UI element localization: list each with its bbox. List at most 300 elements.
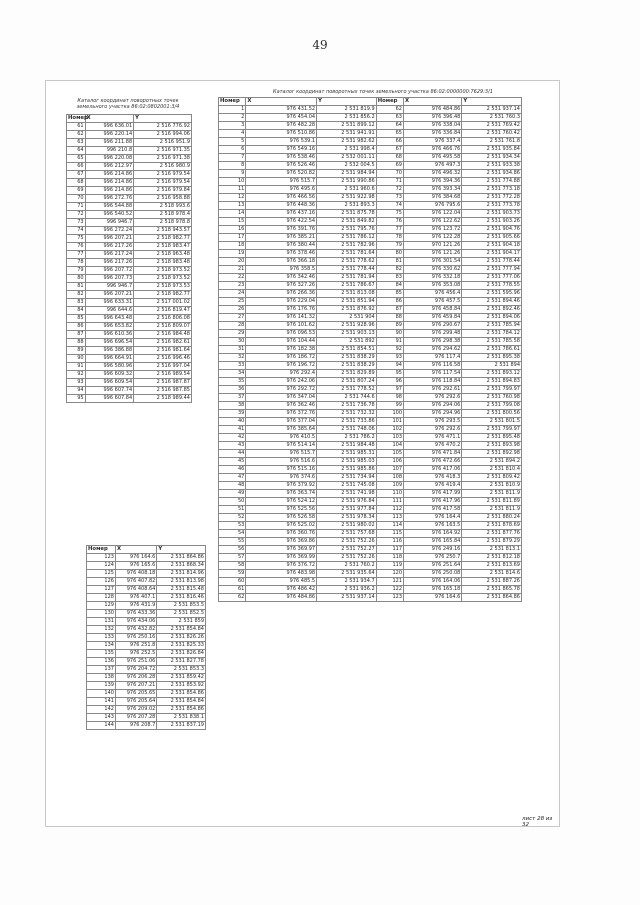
table-cell: 108 — [376, 474, 403, 482]
table-cell: 976 372.76 — [246, 410, 317, 418]
sheet-footer: лист 28 из 32 — [522, 816, 553, 828]
table-cell: 88 — [376, 314, 403, 322]
table-cell: 976 524.12 — [246, 498, 317, 506]
table-cell: 37 — [219, 394, 246, 402]
table-cell: 976 252.5 — [115, 650, 156, 658]
table-cell: 976 301.54 — [404, 258, 462, 266]
table-cell: 996 580.96 — [85, 363, 134, 371]
table-row — [67, 267, 192, 275]
table-row — [67, 323, 192, 331]
table-cell: 9 — [219, 170, 246, 178]
table-cell: 976 141.32 — [246, 314, 317, 322]
table-cell: 103 — [376, 434, 403, 442]
table-cell: 976 378.46 — [246, 250, 317, 258]
table-cell: 128 — [87, 594, 116, 602]
table-cell: 2 531 811.9 — [462, 490, 522, 498]
table-cell: 51 — [219, 506, 246, 514]
table-cell: 2 531 875.78 — [317, 210, 377, 218]
table-cell: 110 — [376, 490, 403, 498]
table-cell: 2 531 985.31 — [317, 450, 377, 458]
table-cell: 976 472.66 — [404, 458, 462, 466]
table-row — [219, 194, 522, 202]
table-row — [87, 642, 206, 650]
table-cell: 996 386.88 — [85, 347, 134, 355]
table-row — [87, 570, 206, 578]
table-row — [67, 155, 192, 163]
table-row — [219, 442, 522, 450]
table-cell: 39 — [219, 410, 246, 418]
table-cell: 81 — [67, 283, 86, 291]
table-cell: 2 531 785.58 — [462, 338, 522, 346]
table-cell: 2 531 878.69 — [462, 522, 522, 530]
table-cell: 11 — [219, 186, 246, 194]
table-cell: 2 517 001.02 — [134, 299, 192, 307]
table-cell: 2 531 744.6 — [317, 394, 377, 402]
table-cell: 976 251.64 — [404, 562, 462, 570]
table-cell: 107 — [376, 466, 403, 474]
table-cell: 976 353.08 — [404, 282, 462, 290]
table-cell: 36 — [219, 386, 246, 394]
table-cell: 2 531 904.76 — [462, 226, 522, 234]
table-cell: 2 531 777.06 — [462, 274, 522, 282]
table-row — [67, 251, 192, 259]
table-cell: 2 531 864.86 — [157, 554, 206, 562]
table-cell: 2 531 854.84 — [157, 626, 206, 634]
table-row — [67, 347, 192, 355]
table-cell: 60 — [219, 578, 246, 586]
table-cell: 976 495.6 — [246, 186, 317, 194]
table-cell: 976 164.6 — [404, 594, 462, 602]
table-cell: 44 — [219, 450, 246, 458]
table-cell: 27 — [219, 314, 246, 322]
table-cell: 83 — [67, 299, 86, 307]
table-row — [87, 626, 206, 634]
table-row — [219, 386, 522, 394]
table-row — [219, 290, 522, 298]
column-header: X — [115, 546, 156, 554]
table-cell: 976 206.28 — [115, 674, 156, 682]
table-cell: 24 — [219, 290, 246, 298]
table-cell: 89 — [376, 322, 403, 330]
table-cell: 2 531 894.83 — [462, 378, 522, 386]
table-cell: 62 — [67, 131, 86, 139]
table-cell: 73 — [376, 194, 403, 202]
table-cell: 16 — [219, 226, 246, 234]
table-cell: 13 — [219, 202, 246, 210]
table-cell: 976 385.21 — [246, 234, 317, 242]
table-cell: 2 531 778.55 — [462, 282, 522, 290]
table-cell: 45 — [219, 458, 246, 466]
table-row — [219, 554, 522, 562]
table-row — [87, 690, 206, 698]
table-row — [219, 410, 522, 418]
table-cell: 73 — [67, 219, 86, 227]
table-cell: 976 176.76 — [246, 306, 317, 314]
table-cell: 2 531 865.78 — [462, 586, 522, 594]
table-row — [67, 131, 192, 139]
table-cell: 2 531 928.96 — [317, 322, 377, 330]
table-cell: 95 — [67, 395, 86, 403]
table-row — [219, 530, 522, 538]
table-cell: 119 — [376, 562, 403, 570]
column-header: Номер — [68, 115, 88, 122]
table-cell: 2 531 894 — [462, 362, 522, 370]
table-cell: 976 417.99 — [404, 490, 462, 498]
table-row — [219, 202, 522, 210]
table-cell: 2 531 778.44 — [462, 258, 522, 266]
table-cell: 139 — [87, 682, 116, 690]
table-cell: 2 531 854.84 — [157, 698, 206, 706]
table-cell: 2 531 978.34 — [317, 514, 377, 522]
table-cell: 101 — [376, 418, 403, 426]
table-cell: 996 643.48 — [85, 315, 134, 323]
table-row — [87, 666, 206, 674]
table-cell: 976 242.06 — [246, 378, 317, 386]
table-cell: 996 214.86 — [85, 171, 134, 179]
table-row — [87, 674, 206, 682]
table-row — [87, 658, 206, 666]
table-cell: 976 466.56 — [246, 194, 317, 202]
table-cell: 78 — [376, 234, 403, 242]
table-cell: 976 165.18 — [404, 586, 462, 594]
table-cell: 2 531 799.97 — [462, 426, 522, 434]
table-cell: 976 122.28 — [404, 234, 462, 242]
table-cell: 976 250.7 — [404, 554, 462, 562]
table-cell: 976 539.1 — [246, 138, 317, 146]
table-cell: 976 266.36 — [246, 290, 317, 298]
table-cell: 2 531 903.73 — [462, 210, 522, 218]
table-row — [219, 274, 522, 282]
table-cell: 2 531 937.14 — [317, 594, 377, 602]
table-cell: 976 101.62 — [246, 322, 317, 330]
table-cell: 66 — [376, 138, 403, 146]
table-cell: 2 531 786.12 — [317, 234, 377, 242]
table-cell: 2 516 994.06 — [134, 131, 192, 139]
table-cell: 976 396.48 — [404, 114, 462, 122]
table-cell: 976 394.36 — [404, 178, 462, 186]
table-row — [87, 722, 206, 730]
table-cell: 976 369.99 — [246, 554, 317, 562]
table-cell: 976 525.56 — [246, 506, 317, 514]
table-row — [219, 418, 522, 426]
table-cell: 2 531 826.84 — [157, 650, 206, 658]
table-row — [67, 235, 192, 243]
table-cell: 2 531 976.84 — [317, 498, 377, 506]
table-cell: 2 531 903.13 — [317, 330, 377, 338]
table-cell: 82 — [67, 291, 86, 299]
table-cell: 22 — [219, 274, 246, 282]
table-cell: 62 — [219, 594, 246, 602]
table-cell: 2 531 934.34 — [462, 154, 522, 162]
table-cell: 976 196.72 — [246, 362, 317, 370]
table-row — [67, 171, 192, 179]
table-row — [219, 106, 522, 114]
table-row — [219, 282, 522, 290]
table-row — [67, 339, 192, 347]
table-cell: 2 531 998.4 — [317, 146, 377, 154]
table-cell: 63 — [376, 114, 403, 122]
table-cell: 124 — [87, 562, 116, 570]
table-cell: 65 — [67, 155, 86, 163]
table-row — [219, 474, 522, 482]
table-row — [219, 498, 522, 506]
table-cell: 976 294.62 — [404, 346, 462, 354]
table-cell: 976 437.16 — [246, 210, 317, 218]
table-cell: 26 — [219, 306, 246, 314]
table-cell: 976 298.38 — [404, 338, 462, 346]
table-cell: 976 369.97 — [246, 546, 317, 554]
table-cell: 976 186.72 — [246, 354, 317, 362]
table-cell: 2 531 782.96 — [317, 242, 377, 250]
table-cell: 976 514.14 — [246, 442, 317, 450]
table-cell: 2 531 781.64 — [317, 250, 377, 258]
table-cell: 35 — [219, 378, 246, 386]
table-cell: 2 531 854.86 — [157, 690, 206, 698]
table-cell: 74 — [67, 227, 86, 235]
table-cell: 2 531 769.42 — [462, 122, 522, 130]
table-cell: 2 518 983.48 — [134, 259, 192, 267]
column-header: X — [85, 115, 134, 123]
table-cell: 2 516 776.92 — [134, 123, 192, 131]
table-cell: 2 531 752.26 — [317, 538, 377, 546]
table-cell: 75 — [376, 210, 403, 218]
table-cell: 976 207.21 — [115, 682, 156, 690]
table-cell: 33 — [219, 362, 246, 370]
table-cell: 6 — [219, 146, 246, 154]
table-cell: 31 — [219, 346, 246, 354]
table-row — [219, 562, 522, 570]
table-row — [67, 371, 192, 379]
table-cell: 976 482.28 — [246, 122, 317, 130]
table-cell: 996 633.31 — [85, 299, 134, 307]
table-cell: 976 290.67 — [404, 322, 462, 330]
table-cell: 2 531 778.44 — [317, 266, 377, 274]
table-row — [67, 179, 192, 187]
table-cell: 976 292.4 — [246, 370, 317, 378]
table-cell: 2 516 984.48 — [134, 331, 192, 339]
table-cell: 2 531 813.1 — [462, 546, 522, 554]
table-cell: 976 417.58 — [404, 506, 462, 514]
table-cell: 976 299.48 — [404, 330, 462, 338]
table-cell: 68 — [376, 154, 403, 162]
table-cell: 92 — [376, 346, 403, 354]
table-cell: 2 531 904.17 — [462, 250, 522, 258]
table-cell: 15 — [219, 218, 246, 226]
table-cell: 2 518 982.77 — [134, 291, 192, 299]
table-row — [87, 562, 206, 570]
table-cell: 2 531 733.86 — [317, 418, 377, 426]
table-cell: 125 — [87, 570, 116, 578]
table-cell: 84 — [376, 282, 403, 290]
table-cell: 976 121.26 — [404, 250, 462, 258]
table-cell: 976 384.68 — [404, 194, 462, 202]
table-header-row — [67, 115, 192, 123]
column-header: Y — [157, 546, 206, 554]
table-cell: 976 369.86 — [246, 538, 317, 546]
table-cell: 2 531 887.26 — [462, 578, 522, 586]
table-cell: 82 — [376, 266, 403, 274]
table-row — [67, 123, 192, 131]
table-cell: 144 — [87, 722, 116, 730]
table-cell: 996 217.26 — [85, 243, 134, 251]
table-cell: 70 — [67, 195, 86, 203]
table-row — [219, 178, 522, 186]
table-cell: 127 — [87, 586, 116, 594]
table-cell: 976 182.38 — [246, 346, 317, 354]
table-cell: 976 096.53 — [246, 330, 317, 338]
table-cell: 49 — [219, 490, 246, 498]
table-cell: 76 — [67, 243, 86, 251]
table-cell: 2 531 984.48 — [317, 442, 377, 450]
table-cell: 90 — [67, 355, 86, 363]
table-cell: 2 531 895.38 — [462, 354, 522, 362]
table-cell: 2 531 852.5 — [157, 610, 206, 618]
table-row — [219, 322, 522, 330]
table-cell: 92 — [67, 371, 86, 379]
table-cell: 2 516 989.54 — [134, 371, 192, 379]
table-cell: 976 385.64 — [246, 426, 317, 434]
table-cell: 976 470.2 — [404, 442, 462, 450]
table-cell: 91 — [67, 363, 86, 371]
table-cell: 976 376.72 — [246, 562, 317, 570]
table-cell: 976 165.84 — [404, 538, 462, 546]
table-row — [219, 170, 522, 178]
table-cell: 83 — [376, 274, 403, 282]
table-cell: 2 518 978.4 — [134, 211, 192, 219]
table-cell: 2 531 941.91 — [317, 130, 377, 138]
table-cell: 976 516.6 — [246, 458, 317, 466]
table-cell: 95 — [376, 370, 403, 378]
table-cell: 976 432.82 — [115, 626, 156, 634]
table-row — [219, 354, 522, 362]
table-cell: 47 — [219, 474, 246, 482]
table-cell: 90 — [376, 330, 403, 338]
table-cell: 2 531 811.89 — [462, 498, 522, 506]
table-cell: 137 — [87, 666, 116, 674]
table-cell: 976 204.72 — [115, 666, 156, 674]
table-cell: 2 531 773.78 — [462, 202, 522, 210]
table-row — [67, 275, 192, 283]
table-cell: 8 — [219, 162, 246, 170]
table-cell: 976 419.4 — [404, 482, 462, 490]
table-cell: 85 — [376, 290, 403, 298]
table-cell: 2 531 933.38 — [462, 162, 522, 170]
table-cell: 2 531 934.7 — [317, 578, 377, 586]
table-cell: 2 531 829.89 — [317, 370, 377, 378]
table-cell: 63 — [67, 139, 86, 147]
table-cell: 2 516 971.38 — [134, 155, 192, 163]
table-row — [219, 266, 522, 274]
table-row — [67, 259, 192, 267]
table-cell: 14 — [219, 210, 246, 218]
table-cell: 65 — [376, 130, 403, 138]
table-cell: 976 393.34 — [404, 186, 462, 194]
table-row — [67, 211, 192, 219]
table-cell: 976 431.9 — [115, 602, 156, 610]
table-row — [219, 482, 522, 490]
table-cell: 2 518 973.53 — [134, 283, 192, 291]
table-cell: 996 946.7 — [85, 219, 134, 227]
table-cell: 41 — [219, 426, 246, 434]
table-cell: 143 — [87, 714, 116, 722]
table-cell: 976 407.1 — [115, 594, 156, 602]
table-cell: 2 531 745.08 — [317, 482, 377, 490]
table-cell: 25 — [219, 298, 246, 306]
table-row — [219, 538, 522, 546]
table-cell: 2 531 786.2 — [317, 434, 377, 442]
table-cell: 976 483.98 — [246, 570, 317, 578]
table-cell: 2 518 983.47 — [134, 243, 192, 251]
table-cell: 123 — [376, 594, 403, 602]
table-row — [219, 434, 522, 442]
table-cell: 996 220.08 — [85, 155, 134, 163]
table-cell: 2 531 893.3 — [317, 202, 377, 210]
table-cell: 68 — [67, 179, 86, 187]
table-cell: 976 164.06 — [404, 578, 462, 586]
table-cell: 2 531 904 — [317, 314, 377, 322]
table-cell: 117 — [376, 546, 403, 554]
table-cell: 67 — [376, 146, 403, 154]
table-cell: 976 448.36 — [246, 202, 317, 210]
table-row — [67, 203, 192, 211]
table-cell: 122 — [376, 586, 403, 594]
table-cell: 72 — [67, 211, 86, 219]
table-cell: 976 164.6 — [115, 554, 156, 562]
table-row — [67, 315, 192, 323]
table-cell: 976 332.18 — [404, 274, 462, 282]
table-row — [219, 506, 522, 514]
table-cell: 976 484.86 — [404, 106, 462, 114]
table-cell: 976 515.7 — [246, 178, 317, 186]
table-cell: 2 531 903.26 — [462, 218, 522, 226]
table-cell: 5 — [219, 138, 246, 146]
table-cell: 976 549.16 — [246, 146, 317, 154]
table-cell: 18 — [219, 242, 246, 250]
main-coordinate-table — [218, 97, 522, 602]
table-cell: 85 — [67, 315, 86, 323]
table-cell: 2 531 892.98 — [462, 450, 522, 458]
table-row — [219, 362, 522, 370]
table-cell: 123 — [87, 554, 116, 562]
table-cell: 2 531 812.18 — [462, 554, 522, 562]
table-row — [219, 242, 522, 250]
table-cell: 976 208.7 — [115, 722, 156, 730]
table-row — [67, 355, 192, 363]
table-cell: 2 518 982.77 — [134, 235, 192, 243]
table-cell: 996 272.76 — [85, 195, 134, 203]
table-row — [87, 714, 206, 722]
table-cell: 976 459.84 — [404, 314, 462, 322]
table-cell: 996 653.82 — [85, 323, 134, 331]
table-cell: 976 431.52 — [246, 106, 317, 114]
table-cell: 2 531 838.1 — [157, 714, 206, 722]
table-row — [87, 650, 206, 658]
table-cell: 23 — [219, 282, 246, 290]
table-cell: 2 516 951.9 — [134, 139, 192, 147]
table-cell: 94 — [67, 387, 86, 395]
table-cell: 121 — [376, 578, 403, 586]
table-cell: 976 118.84 — [404, 378, 462, 386]
table-cell: 2 531 781.94 — [317, 274, 377, 282]
table-row — [67, 395, 192, 403]
table-cell: 976 795.6 — [404, 202, 462, 210]
table-cell: 2 531 777.94 — [462, 266, 522, 274]
table-cell: 976 422.54 — [246, 218, 317, 226]
table-cell: 2 518 993.6 — [134, 203, 192, 211]
table-cell: 976 363.74 — [246, 490, 317, 498]
table-cell: 71 — [376, 178, 403, 186]
table-cell: 2 531 760.2 — [317, 562, 377, 570]
